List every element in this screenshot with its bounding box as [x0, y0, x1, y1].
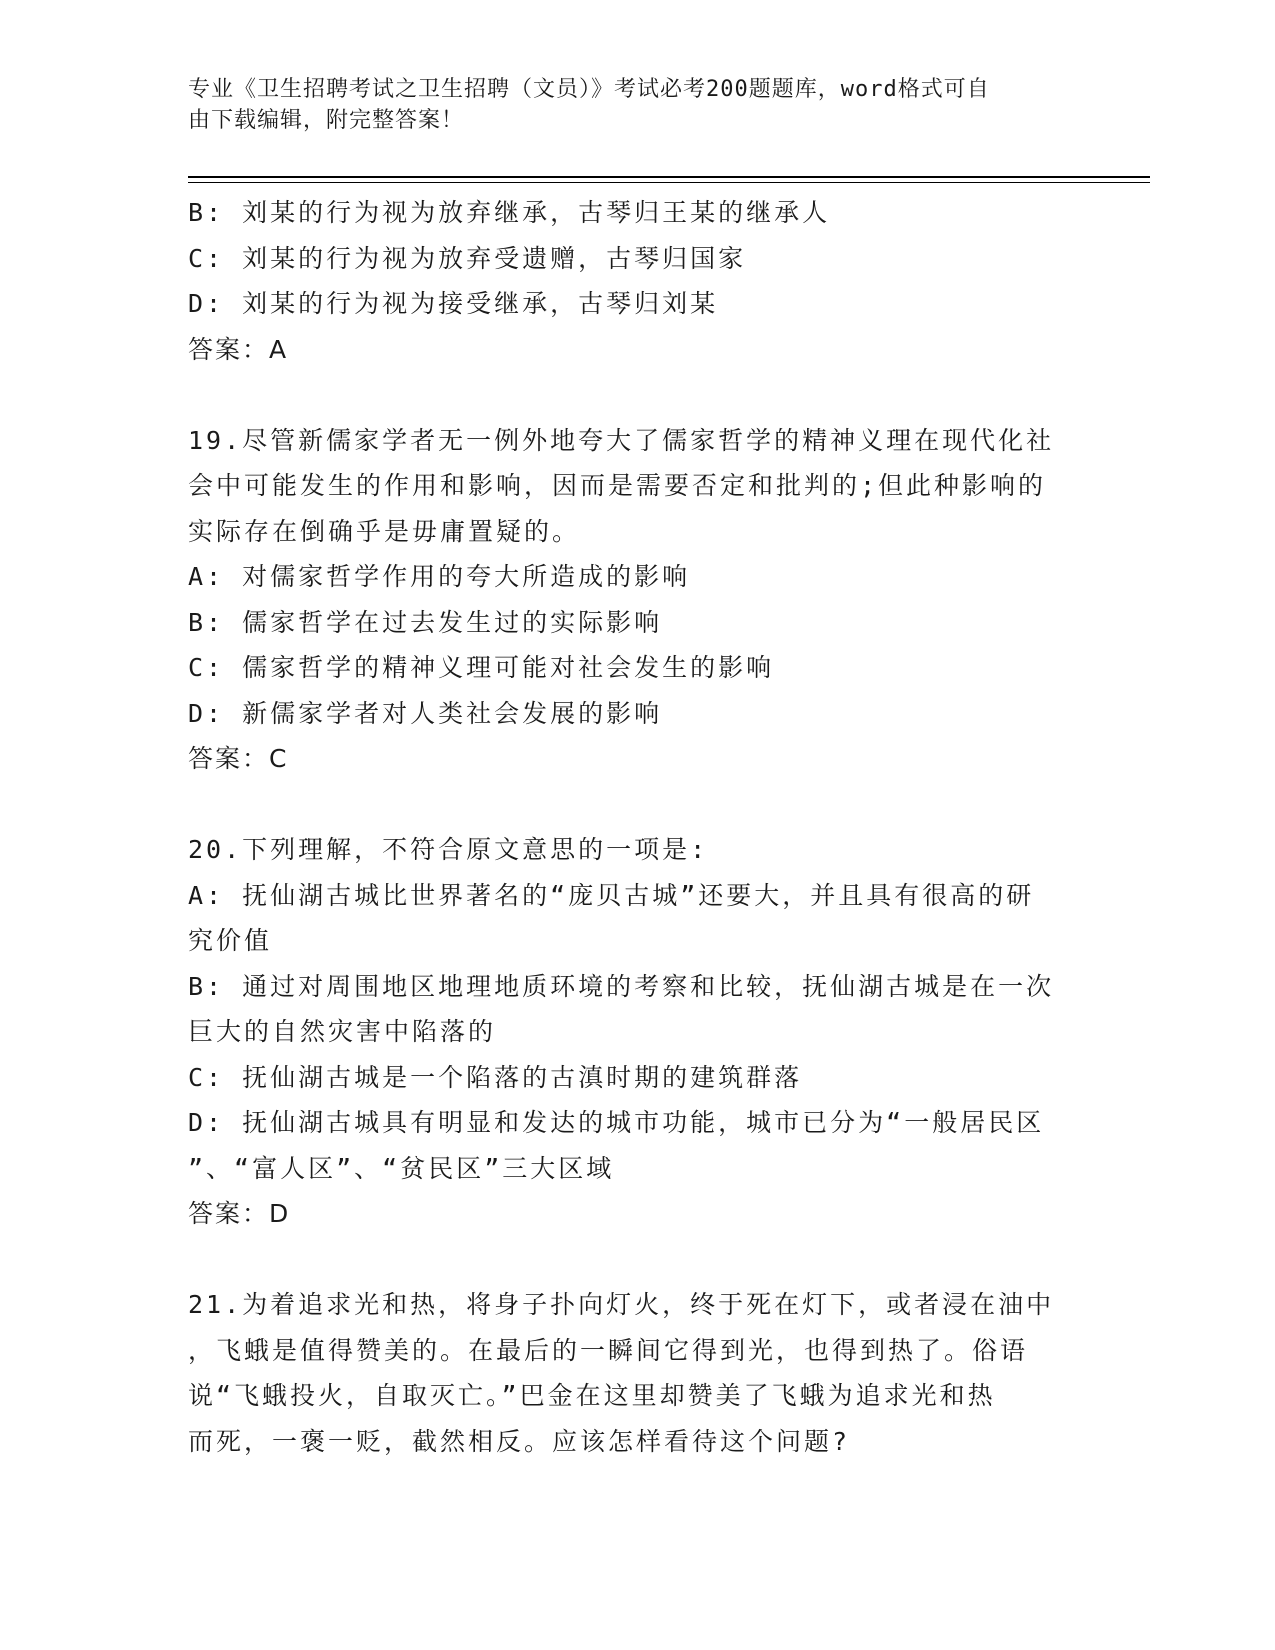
- q18-answer: 答案：A: [188, 334, 289, 364]
- question-18-continued: [188, 190, 1088, 372]
- question-20: [188, 827, 1088, 1237]
- q19-stem-line-3: 实际存在倒确乎是毋庸置疑的。: [188, 516, 581, 546]
- question-content: [188, 190, 1088, 1464]
- q18-option-c: C: 刘某的行为视为放弃受遗赠，古琴归国家: [188, 243, 747, 273]
- q19-option-a: A: 对儒家哲学作用的夸大所造成的影响: [188, 562, 691, 591]
- spacer: [188, 1237, 1088, 1283]
- spacer: [188, 372, 1088, 418]
- q20-answer: 答案：D: [188, 1199, 291, 1228]
- header-rule-thin: [188, 182, 1150, 183]
- question-19: [188, 418, 1088, 782]
- q18-option-d: D: 刘某的行为视为接受继承，古琴归刘某: [188, 289, 719, 318]
- page-header: [188, 74, 1068, 136]
- q19-answer: 答案：C: [188, 744, 289, 773]
- q19-option-d: D: 新儒家学者对人类社会发展的影响: [188, 698, 663, 728]
- q19-stem-line-2: 会中可能发生的作用和影响，因而是需要否定和批判的;但此种影响的: [188, 471, 1047, 500]
- spacer: [188, 782, 1088, 828]
- header-title-line-1: 专业《卫生招聘考试之卫生招聘（文员）》考试必考200题题库，word格式可自: [188, 77, 990, 102]
- q20-option-a-line-2: 究价值: [188, 926, 273, 955]
- q21-stem-line-4: 而死，一褒一贬，截然相反。应该怎样看待这个问题?: [188, 1426, 851, 1456]
- q20-option-b-line-1: B: 通过对周围地区地理地质环境的考察和比较，抚仙湖古城是在一次: [188, 971, 1055, 1001]
- q20-stem: 20.下列理解，不符合原文意思的一项是:: [188, 835, 709, 864]
- q19-stem-line-1: 19.尽管新儒家学者无一例外地夸大了儒家哲学的精神义理在现代化社: [188, 425, 1055, 455]
- q20-option-b-line-2: 巨大的自然灾害中陷落的: [188, 1017, 497, 1046]
- q21-stem-line-2: ，飞蛾是值得赞美的。在最后的一瞬间它得到光，也得到热了。俗语: [188, 1335, 1029, 1365]
- header-rule-thick: [188, 176, 1150, 178]
- q19-option-b: B: 儒家哲学在过去发生过的实际影响: [188, 607, 663, 637]
- q20-option-c: C: 抚仙湖古城是一个陷落的古滇时期的建筑群落: [188, 1062, 803, 1092]
- q19-option-c: C: 儒家哲学的精神义理可能对社会发生的影响: [188, 653, 775, 682]
- q21-stem-line-1: 21.为着追求光和热，将身子扑向灯火，终于死在灯下，或者浸在油中: [188, 1290, 1055, 1319]
- q20-option-d-line-1: D: 抚仙湖古城具有明显和发达的城市功能，城市已分为“一般居民区: [188, 1108, 1045, 1137]
- q21-stem-line-3: 说“飞蛾投火，自取灭亡。”巴金在这里却赞美了飞蛾为追求光和热: [188, 1381, 996, 1410]
- question-21: [188, 1282, 1088, 1464]
- q20-option-d-line-2: ”、“富人区”、“贫民区”三大区域: [188, 1153, 615, 1183]
- q20-option-a-line-1: A: 抚仙湖古城比世界著名的“庞贝古城”还要大，并且具有很高的研: [188, 880, 1035, 910]
- q18-option-b: B: 刘某的行为视为放弃继承，古琴归王某的继承人: [188, 198, 831, 227]
- header-title-line-2: 由下载编辑，附完整答案！: [188, 108, 465, 133]
